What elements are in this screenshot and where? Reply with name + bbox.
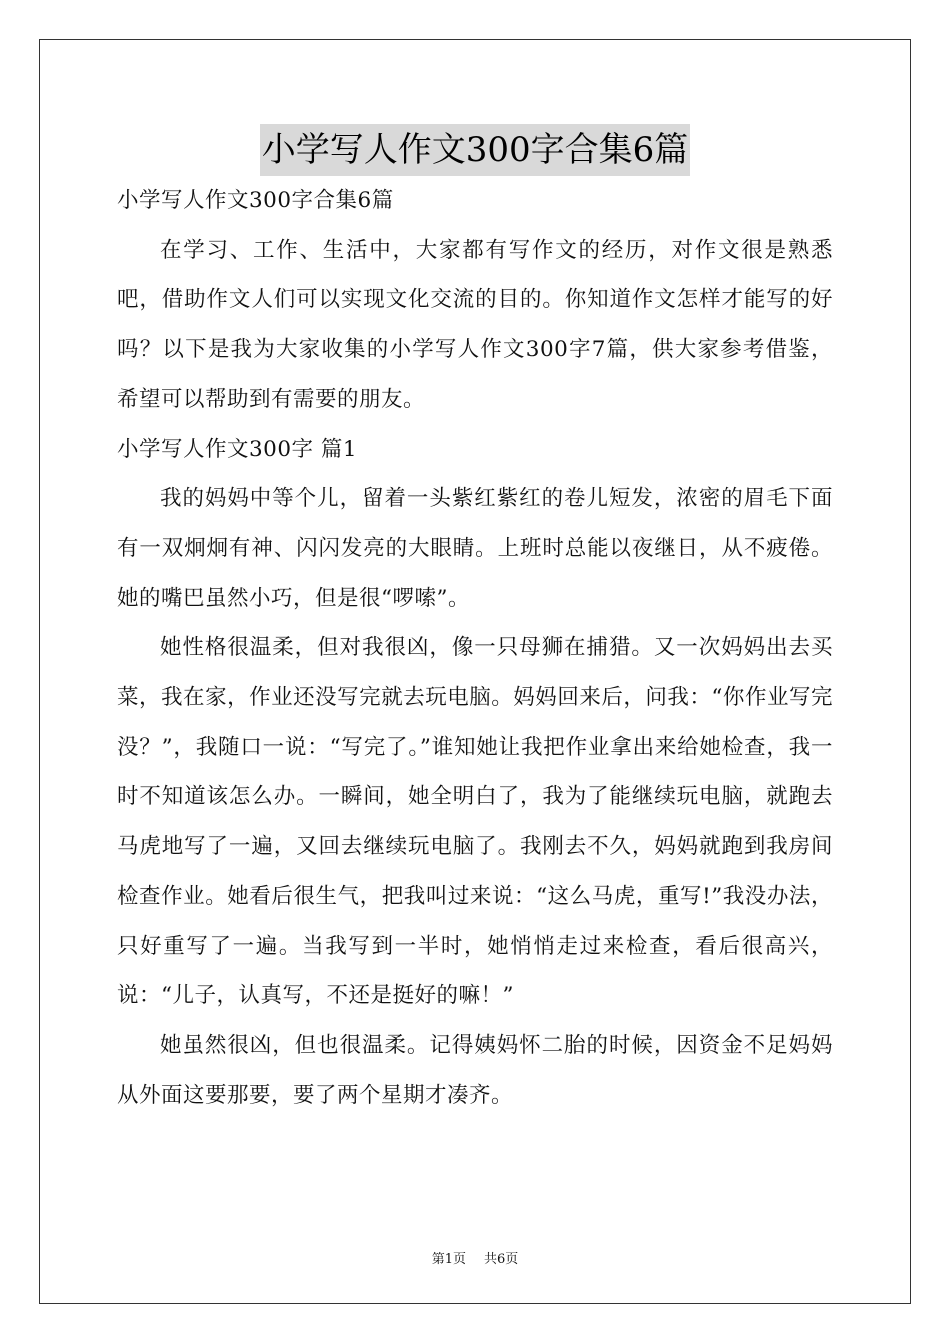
paragraph-body: 她虽然很凶，但也很温柔。记得姨妈怀二胎的时候，因资金不足妈妈从外面这要那要，要了两个星期才凑齐。 xyxy=(117,1032,833,1108)
paragraph-intro: 在学习、工作、生活中，大家都有写作文的经历，对作文很是熟悉吧，借助作文人们可以实现文化交流的目的。你知道作文怎样才能写的好吗？以下是我为大家收集的小学写人作文300字7篇，供大家参考借鉴，希望可以帮助到有需要的朋友。 xyxy=(117,237,833,412)
paragraph-subtitle: 小学写人作文300字合集6篇 xyxy=(117,188,394,213)
paragraph-body: 我的妈妈中等个儿，留着一头紫红紫红的卷儿短发，浓密的眉毛下面有一双炯炯有神、闪闪发亮的大眼睛。上班时总能以夜继日，从不疲倦。她的嘴巴虽然小巧，但是很“啰嗦”。 xyxy=(117,486,833,611)
current-page-number: 第1页 xyxy=(431,1252,466,1267)
document-body xyxy=(117,176,833,1120)
page-footer xyxy=(0,1248,950,1267)
document-title: 小学写人作文300字合集6篇 xyxy=(260,124,691,176)
total-pages: 共6页 xyxy=(484,1252,519,1267)
section-heading-1: 小学写人作文300字 篇1 xyxy=(117,436,358,462)
paragraph-body: 她性格很温柔，但对我很凶，像一只母狮在捕猎。又一次妈妈出去买菜，我在家，作业还没写完就去玩电脑。妈妈回来后，问我：“你作业写完没？”，我随口一说：“写完了。”谁知她让我把作业拿出来给她检查，我一时不知道该怎么办。一瞬间，她全明白了，我为了能继续玩电脑，就跑去马虎地写了一遍，又回去继续玩电脑了。我刚去不久，妈妈就跑到我房间检查作业。她看后很生气，把我叫过来说：“这么马虎，重写!”我没办法，只好重写了一遍。当我写到一半时，她悄悄走过来检查，看后很高兴，说：“儿子，认真写，不还是挺好的嘛！” xyxy=(117,635,833,1009)
title-container xyxy=(0,124,950,176)
